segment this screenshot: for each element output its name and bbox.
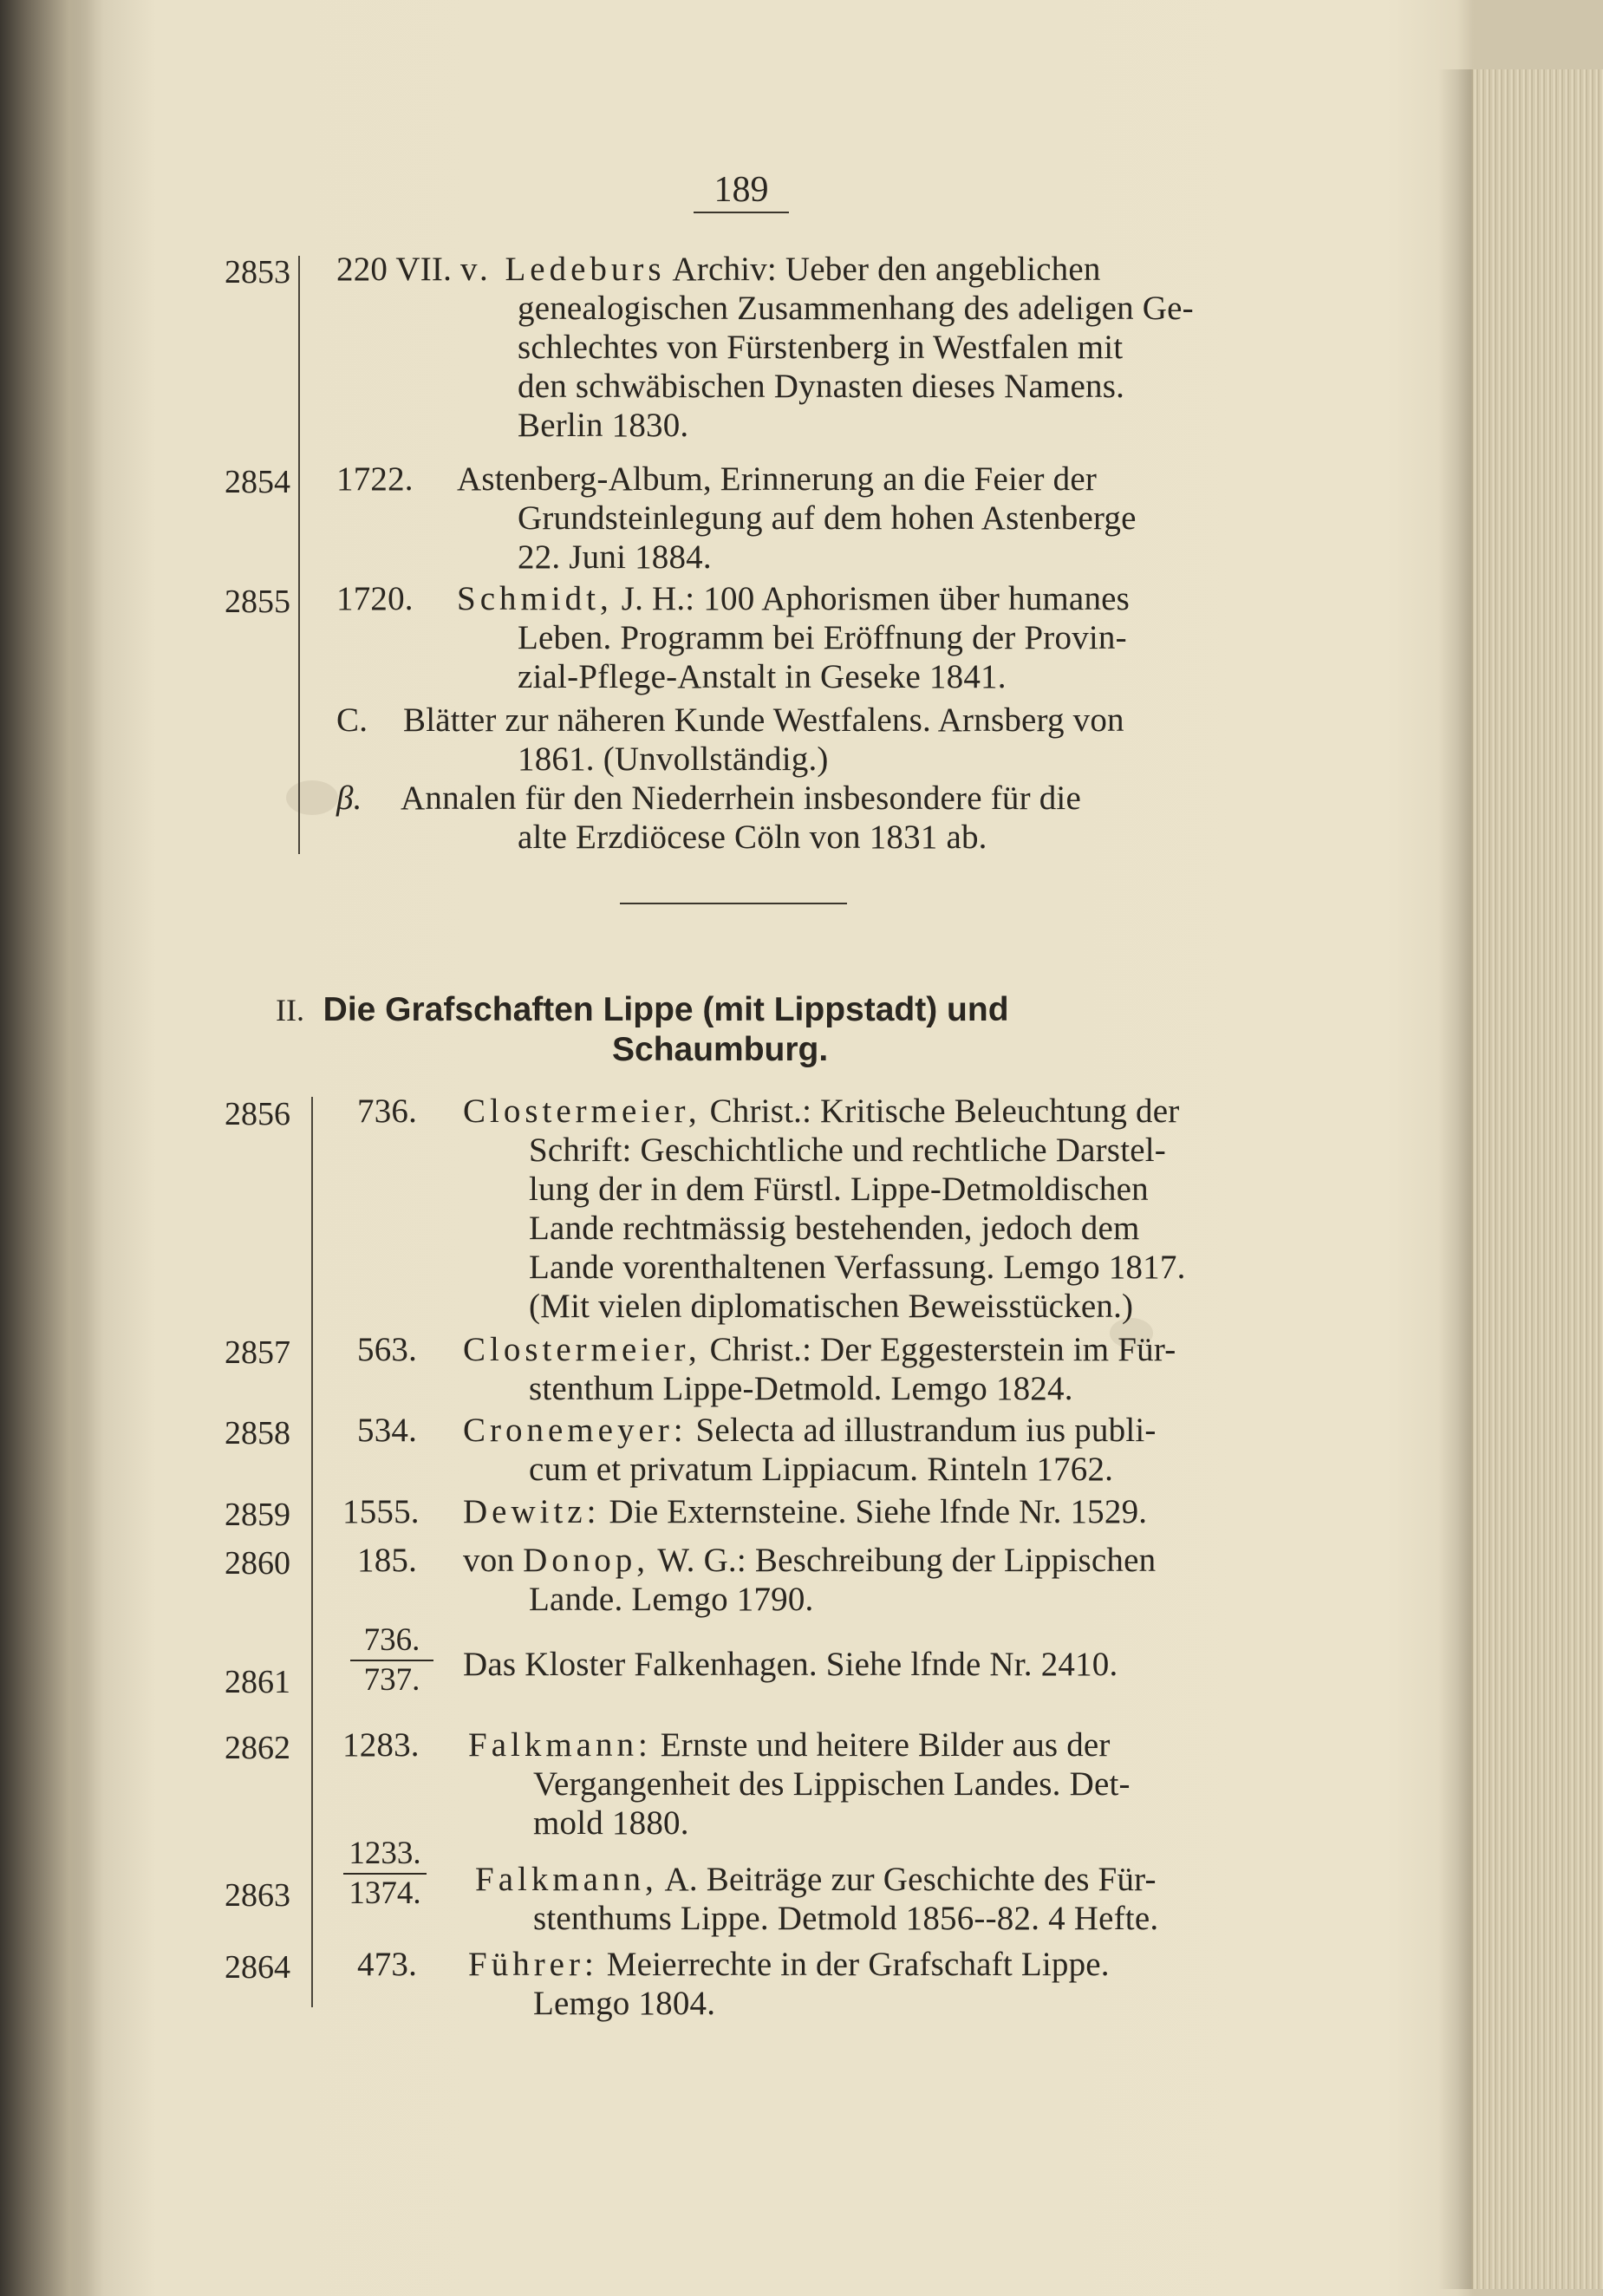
entry-first-line [463,1330,1176,1369]
section-separator [620,903,847,904]
entry-first-line [457,579,1130,618]
column-rule [311,1097,313,2007]
entry-number: 2863 [225,1877,290,1914]
shelf-mark: 185. [357,1542,418,1579]
entry-text: A. Beiträge zur Geschichte des Für- [664,1861,1157,1898]
entry-first-line [468,1945,1110,1984]
shelf-mark-top: 1233. [349,1836,421,1871]
entry-text: Annalen für den Niederrhein insbesondere für die [401,779,1081,817]
entry-text: Blätter zur näheren Kunde Westfalens. Arnsberg von [403,701,1124,739]
entry-number: 2854 [225,464,290,500]
shelf-mark: 563. [357,1331,418,1368]
entry-author: Falkmann: [468,1726,652,1764]
entry-author: Cronemeyer: [463,1412,687,1449]
entry-text: Lande rechtmässig bestehenden, jedoch dem [529,1210,1140,1247]
entry-text: schlechtes von Fürstenberg in Westfalen mit [518,329,1124,366]
shelf-mark-bottom: 1374. [349,1875,421,1911]
shelf-mark: 1722. [336,460,414,498]
shelf-mark: 1555. [342,1493,420,1530]
entry-first-line [468,1725,1111,1764]
entry-number: 2853 [225,254,290,290]
entry-number: 2858 [225,1415,290,1451]
entry-author: Clostermeier, [463,1331,701,1368]
entry-text: Lande vorenthaltenen Verfassung. Lemgo 1817. [529,1249,1186,1286]
section-heading-line: Die Grafschaften Lippe (mit Lippstadt) und [323,991,1009,1028]
shelf-mark-fraction [343,1836,427,1911]
entry-text: W. G.: Beschreibung der Lippischen [657,1542,1157,1579]
shelf-mark-bottom: 737. [363,1662,420,1698]
fraction-bar [343,1873,427,1875]
entry-text: Lande. Lemgo 1790. [529,1581,814,1618]
shelf-mark: 473. [357,1946,418,1983]
shelf-mark: 1283. [342,1726,420,1764]
entry-number: 2855 [225,584,290,620]
sub-series-mark: C. [336,701,368,739]
section-heading [276,991,1009,1029]
entry-number: 2859 [225,1497,290,1533]
foxing-spot [286,780,338,815]
entry-number: 2857 [225,1334,290,1371]
entry-text: Berlin 1830. [518,407,689,444]
shelf-mark: 534. [357,1412,418,1449]
entry-author: Führer: [468,1946,598,1983]
entry-author: v. Ledeburs [460,251,666,288]
entry-text: Grundsteinlegung auf dem hohen Astenberge [518,499,1137,537]
entry-text: zial-Pflege-Anstalt in Geseke 1841. [518,658,1007,695]
entry-text: alte Erzdiöcese Cöln von 1831 ab. [518,819,987,856]
entry-text: den schwäbischen Dynasten dieses Namens. [518,368,1125,405]
entry-text: stenthums Lippe. Detmold 1856--82. 4 Hefte. [533,1900,1159,1937]
entry-text: Ernste und heitere Bilder aus der [660,1726,1111,1764]
entry-first-line [463,1411,1157,1450]
entry-text: Lemgo 1804. [533,1985,716,2022]
entry-author: Falkmann, [475,1861,658,1898]
shelf-mark-top: 736. [363,1622,420,1658]
entry-author: Dewitz: [463,1493,601,1530]
entry-author: Schmidt, [457,580,613,617]
entry-number: 2862 [225,1730,290,1766]
shelf-mark-fraction [350,1623,433,1698]
entry-text: stenthum Lippe-Detmold. Lemgo 1824. [529,1370,1073,1407]
entry-text: mold 1880. [533,1804,689,1842]
entry-text: Das Kloster Falkenhagen. Siehe lfnde Nr. 2410. [463,1646,1118,1683]
shelf-mark: 220 VII. [336,251,453,288]
entry-text: (Mit vielen diplomatischen Beweisstücken.) [529,1288,1134,1325]
entry-text: Selecta ad illustrandum ius publi- [695,1412,1157,1449]
entry-first-line [463,1092,1179,1131]
entry-text: 1861. (Unvollständig.) [518,740,829,778]
page-number-rule [694,212,789,213]
shelf-mark: 736. [357,1093,418,1130]
entry-author: Donop, [523,1542,649,1579]
entry-text: lung der in dem Fürstl. Lippe-Detmoldischen [529,1171,1149,1208]
book-gutter-shadow [0,0,104,2296]
fraction-bar [350,1660,433,1661]
entry-text: Leben. Programm bei Eröffnung der Provin- [518,619,1127,656]
column-rule [298,256,300,854]
entry-number: 2864 [225,1949,290,1986]
entry-number: 2861 [225,1664,290,1700]
entry-text: Astenberg-Album, Erinnerung an die Feier der [457,460,1098,498]
entry-text: Meierrechte in der Grafschaft Lippe. [606,1946,1110,1983]
shelf-mark: 1720. [336,580,414,617]
entry-text: Christ.: Der Eggesterstein im Für- [709,1331,1176,1368]
entry-text: Archiv: Ueber den angeblichen [672,251,1101,288]
entry-first-line [336,250,1101,289]
entry-text: 22. Juni 1884. [518,538,712,576]
entry-text: genealogischen Zusammenhang des adeligen Ge- [518,290,1194,327]
entry-number: 2860 [225,1545,290,1582]
entry-text: Die Externsteine. Siehe lfnde Nr. 1529. [609,1493,1148,1530]
page-edges [1471,69,1603,2289]
sub-series-mark: β. [336,779,362,817]
entry-first-line [463,1492,1147,1531]
entry-first-line [475,1860,1157,1899]
entry-first-line [463,1541,1156,1580]
entry-number: 2856 [225,1096,290,1132]
entry-text: Vergangenheit des Lippischen Landes. Det- [533,1765,1131,1803]
entry-text: J. H.: 100 Aphorismen über humanes [621,580,1131,617]
entry-author-prefix: von [463,1542,515,1579]
section-heading-line: Schaumburg. [612,1031,829,1068]
page-number: 189 [714,170,769,210]
entry-text: Schrift: Geschichtliche und rechtliche Darstel- [529,1132,1166,1169]
entry-author: Clostermeier, [463,1093,701,1130]
entry-text: cum et privatum Lippiacum. Rinteln 1762. [529,1451,1114,1488]
section-roman-numeral: II. [276,993,304,1027]
page-edge-shadow [1438,69,1473,2289]
entry-text: Christ.: Kritische Beleuchtung der [709,1093,1180,1130]
